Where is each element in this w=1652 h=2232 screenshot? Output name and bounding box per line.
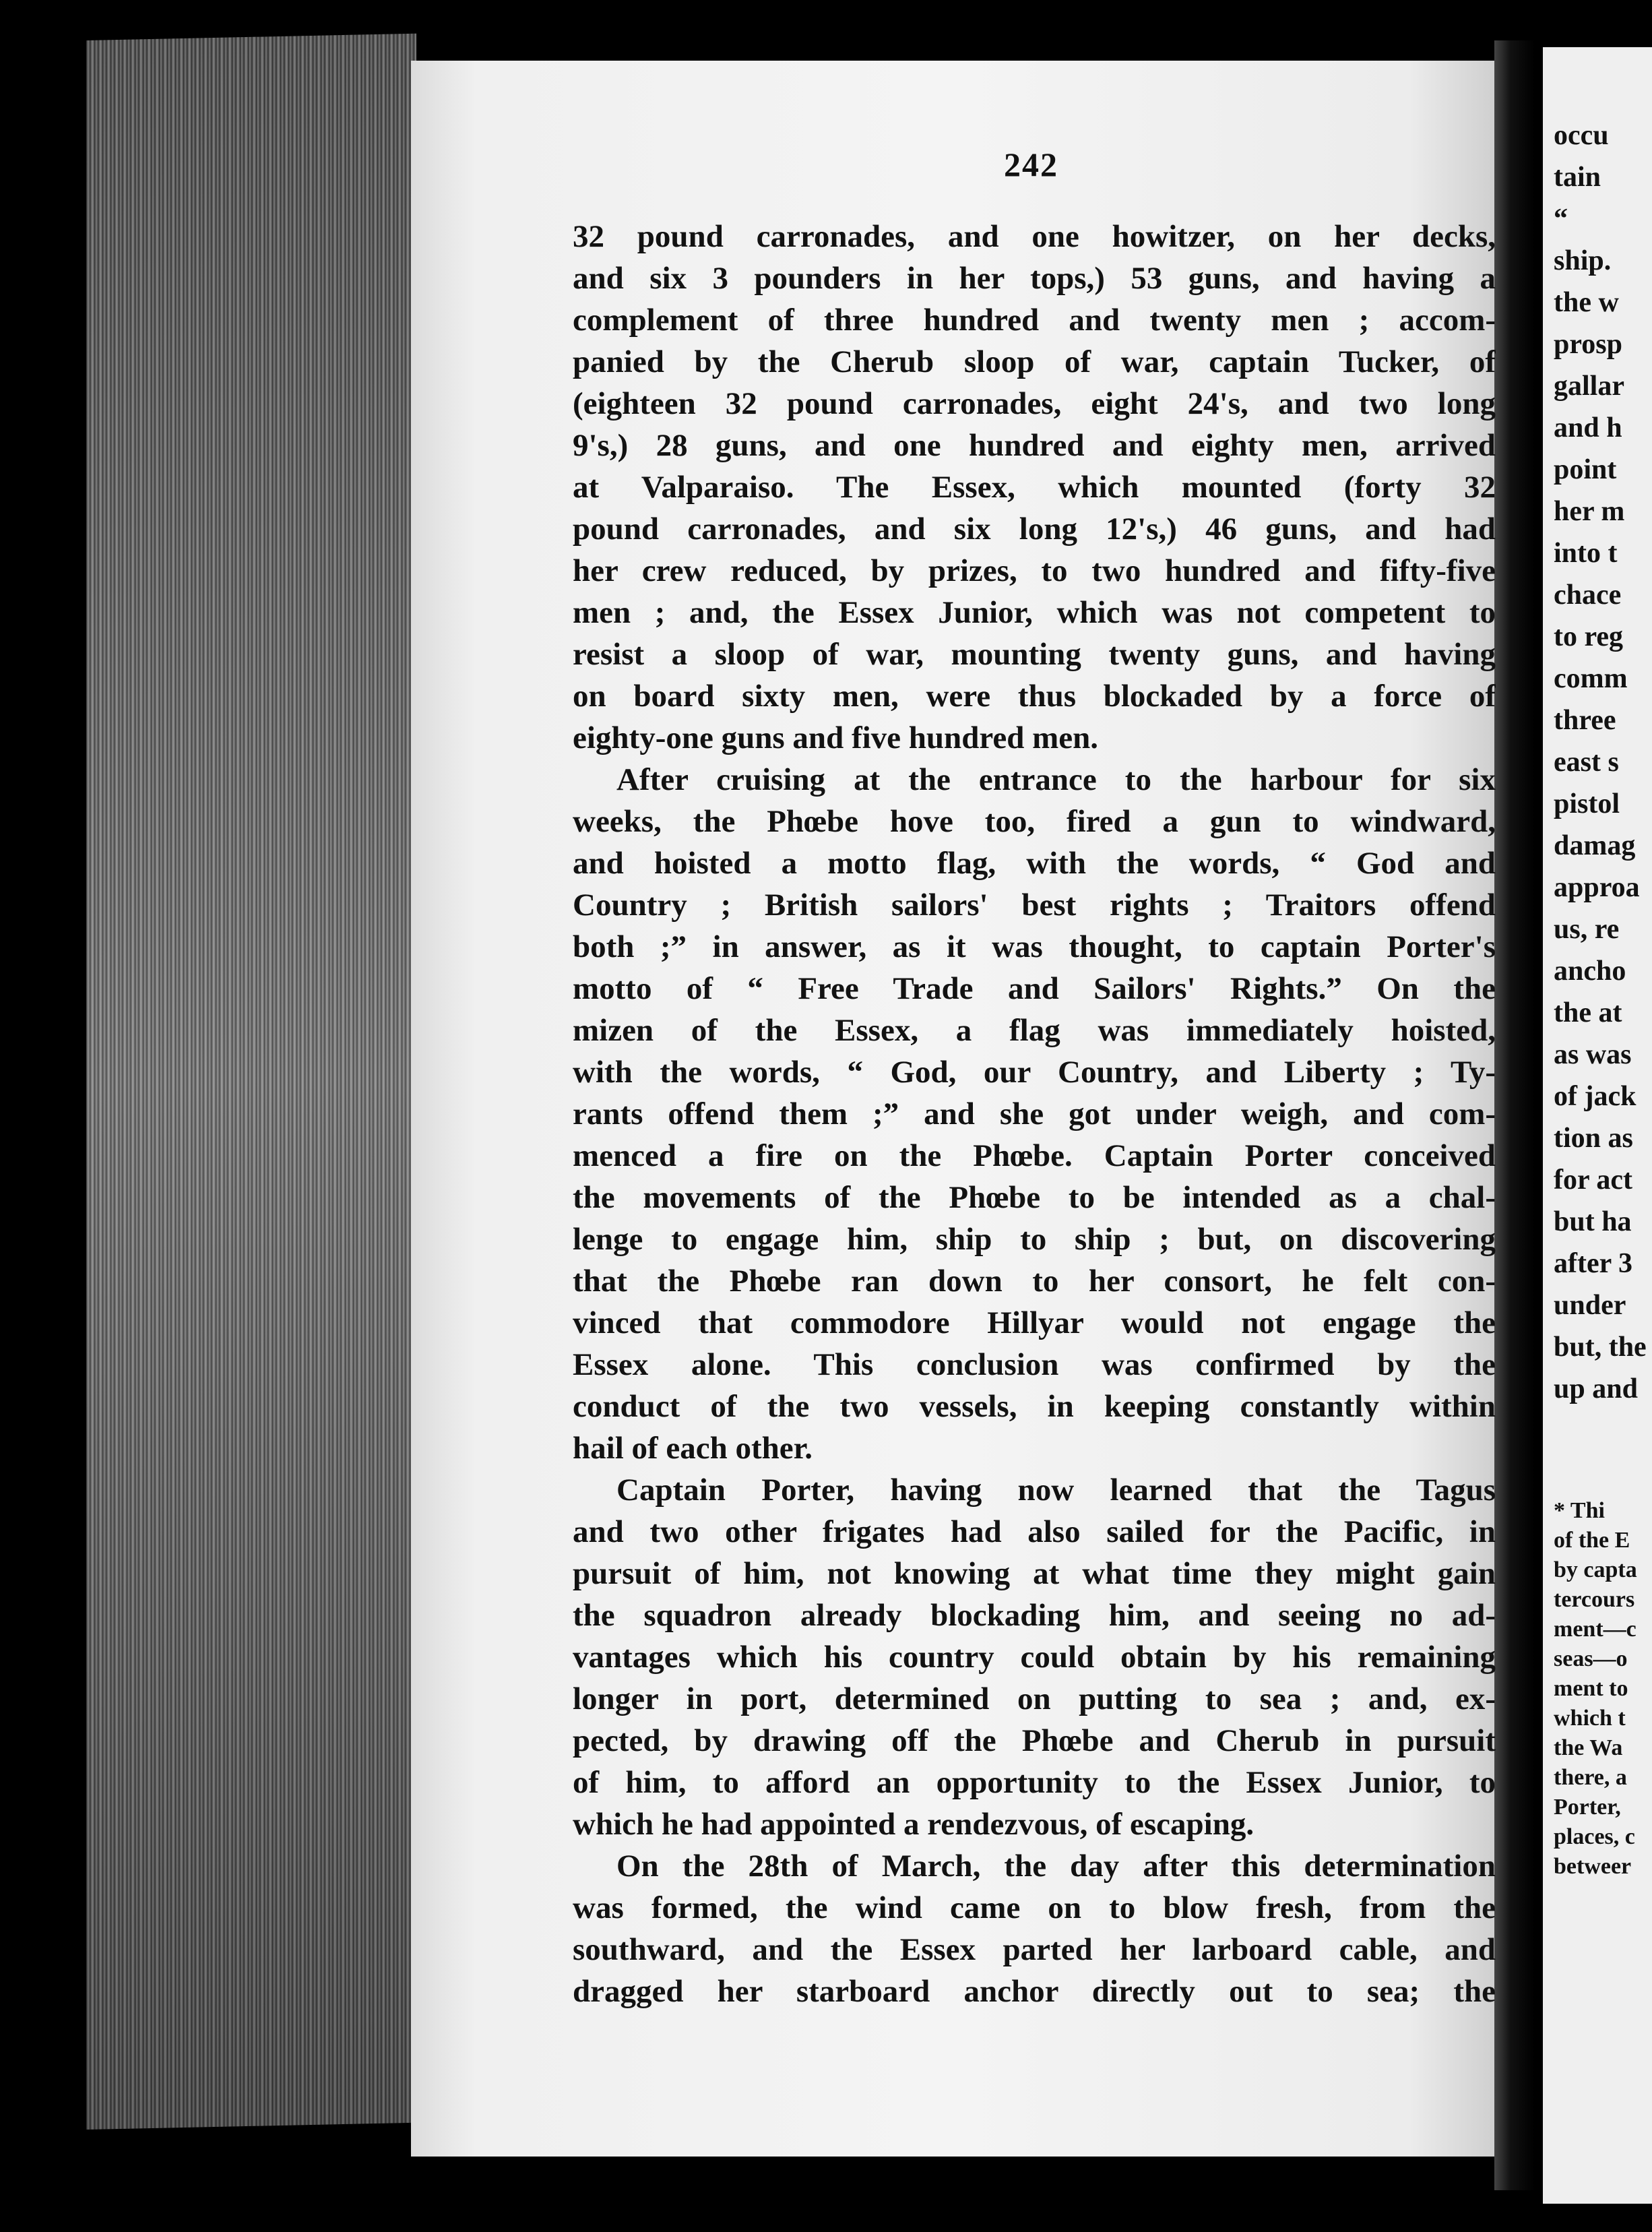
text-line: on board sixty men, were thus blockaded by a force of [573, 679, 1496, 714]
body-text [573, 216, 1496, 2012]
facing-page-line: after 3 [1554, 1248, 1632, 1279]
facing-page-footnote-line: * Thi [1554, 1498, 1605, 1523]
text-line: which he had appointed a rendezvous, of escaping. [573, 1807, 1254, 1842]
text-line: at Valparaiso. The Essex, which mounted (forty 32 [573, 470, 1496, 505]
facing-page-footnote [1543, 1496, 1637, 1882]
facing-page-line: the w [1554, 287, 1619, 318]
facing-page-line: her m [1554, 496, 1625, 527]
facing-page-footnote-line: which t [1554, 1706, 1626, 1731]
facing-page-footnote-line: Porter, [1554, 1795, 1621, 1820]
facing-page [1543, 47, 1652, 2204]
facing-page-footnote-line: betweer [1554, 1854, 1632, 1879]
facing-page-line: comm [1554, 663, 1628, 694]
facing-page-footnote-line: there, a [1554, 1765, 1627, 1790]
text-line: Captain Porter, having now learned that the Tagus [616, 1472, 1496, 1508]
text-line: with the words, “ God, our Country, and Liberty ; Ty- [573, 1055, 1496, 1090]
text-line: vantages which his country could obtain by his remaining [573, 1640, 1496, 1675]
facing-page-footnote-line: ment to [1554, 1676, 1628, 1701]
text-line: mizen of the Essex, a flag was immediately hoisted, [573, 1013, 1496, 1048]
facing-page-line: chace [1554, 580, 1622, 611]
facing-page-line: tion as [1554, 1123, 1633, 1154]
facing-page-line: to reg [1554, 621, 1624, 652]
facing-page-line: us, re [1554, 914, 1620, 945]
text-line: On the 28th of March, the day after this determination [616, 1849, 1496, 1884]
facing-page-line: three [1554, 705, 1616, 736]
text-line: and six 3 pounders in her tops,) 53 guns, and having a [573, 261, 1496, 296]
text-line: her crew reduced, by prizes, to two hundred and fifty-five [573, 553, 1496, 588]
text-line: men ; and, the Essex Junior, which was not competent to [573, 595, 1496, 630]
text-line: longer in port, determined on putting to sea ; and, ex- [573, 1681, 1496, 1716]
text-line: panied by the Cherub sloop of war, captain Tucker, of [573, 344, 1496, 379]
text-line: Essex alone. This conclusion was confirmed by the [573, 1347, 1496, 1382]
facing-page-line: under [1554, 1290, 1626, 1321]
text-line: hail of each other. [573, 1431, 813, 1466]
facing-page-line: approa [1554, 872, 1640, 903]
text-line: menced a fire on the Phœbe. Captain Porter conceived [573, 1138, 1496, 1173]
text-line: resist a sloop of war, mounting twenty guns, and having [573, 637, 1496, 672]
text-line: complement of three hundred and twenty men ; accom- [573, 303, 1496, 338]
facing-page-footnote-line: seas—o [1554, 1646, 1628, 1671]
text-line: lenge to engage him, ship to ship ; but, on discovering [573, 1222, 1496, 1257]
facing-page-line: pistol [1554, 788, 1620, 819]
text-line: rants offend them ;” and she got under weigh, and com- [573, 1096, 1496, 1132]
text-line: the movements of the Phœbe to be intended as a chal- [573, 1180, 1496, 1215]
facing-page-line: tain [1554, 162, 1601, 193]
page-block-edge [86, 34, 416, 2130]
text-line: 9's,) 28 guns, and one hundred and eighty men, arrived [573, 428, 1496, 463]
facing-page-line: ancho [1554, 956, 1626, 987]
facing-page-line: of jack [1554, 1081, 1637, 1112]
text-line: and two other frigates had also sailed for the Pacific, in [573, 1514, 1496, 1549]
text-line: (eighteen 32 pound carronades, eight 24's, and two long [573, 386, 1496, 421]
facing-page-line: for act [1554, 1165, 1632, 1196]
text-line: and hoisted a motto flag, with the words, “ God and [573, 846, 1496, 881]
facing-page-footnote-line: by capta [1554, 1557, 1637, 1582]
facing-page-line: damag [1554, 830, 1636, 861]
facing-page-line: as was [1554, 1039, 1632, 1070]
facing-page-line: occu [1554, 120, 1609, 151]
text-line: Country ; British sailors' best rights ; Traitors offend [573, 888, 1496, 923]
text-line: vinced that commodore Hillyar would not engage the [573, 1305, 1496, 1340]
facing-page-footnote-line: tercours [1554, 1587, 1635, 1612]
facing-page-footnote-line: the Wa [1554, 1735, 1623, 1760]
facing-page-line: the at [1554, 997, 1622, 1028]
page-number: 242 [1004, 146, 1058, 183]
facing-page-line: “ [1554, 204, 1568, 235]
facing-page-line: east s [1554, 747, 1619, 778]
text-line: conduct of the two vessels, in keeping constantly within [573, 1389, 1496, 1424]
text-line: 32 pound carronades, and one howitzer, on her decks, [573, 219, 1496, 254]
text-line: both ;” in answer, as it was thought, to captain Porter's [573, 929, 1496, 964]
text-line: eighty-one guns and five hundred men. [573, 720, 1098, 755]
facing-page-line: and h [1554, 412, 1622, 443]
facing-page-line: ship. [1554, 245, 1612, 276]
text-line: that the Phœbe ran down to her consort, he felt con- [573, 1264, 1496, 1299]
facing-page-footnote-line: of the E [1554, 1528, 1630, 1553]
text-line: was formed, the wind came on to blow fresh, from the [573, 1890, 1496, 1925]
facing-page-line: prosp [1554, 329, 1622, 360]
text-line: weeks, the Phœbe hove too, fired a gun to windward, [573, 804, 1496, 839]
facing-page-line: but, the [1554, 1332, 1647, 1363]
facing-page-line: into t [1554, 538, 1618, 569]
text-line: pound carronades, and six long 12's,) 46 guns, and had [573, 512, 1496, 547]
facing-page-line: point [1554, 454, 1617, 485]
text-line: dragged her starboard anchor directly out to sea; the [573, 1974, 1496, 2009]
text-line: the squadron already blockading him, and seeing no ad- [573, 1598, 1496, 1633]
text-line: of him, to afford an opportunity to the Essex Junior, to [573, 1765, 1496, 1800]
facing-page-text [1543, 115, 1647, 1410]
text-line: After cruising at the entrance to the harbour for six [616, 762, 1496, 797]
book-gutter [1494, 40, 1535, 2190]
text-line: pursuit of him, not knowing at what time they might gain [573, 1556, 1496, 1591]
text-line: motto of “ Free Trade and Sailors' Rights.” On the [573, 971, 1496, 1006]
text-line: southward, and the Essex parted her larboard cable, and [573, 1932, 1496, 1967]
facing-page-line: up and [1554, 1373, 1638, 1404]
facing-page-line: but ha [1554, 1206, 1632, 1237]
facing-page-line: gallar [1554, 371, 1624, 402]
text-line: pected, by drawing off the Phœbe and Cherub in pursuit [573, 1723, 1496, 1758]
facing-page-footnote-line: ment—c [1554, 1617, 1637, 1642]
facing-page-footnote-line: places, c [1554, 1824, 1635, 1849]
